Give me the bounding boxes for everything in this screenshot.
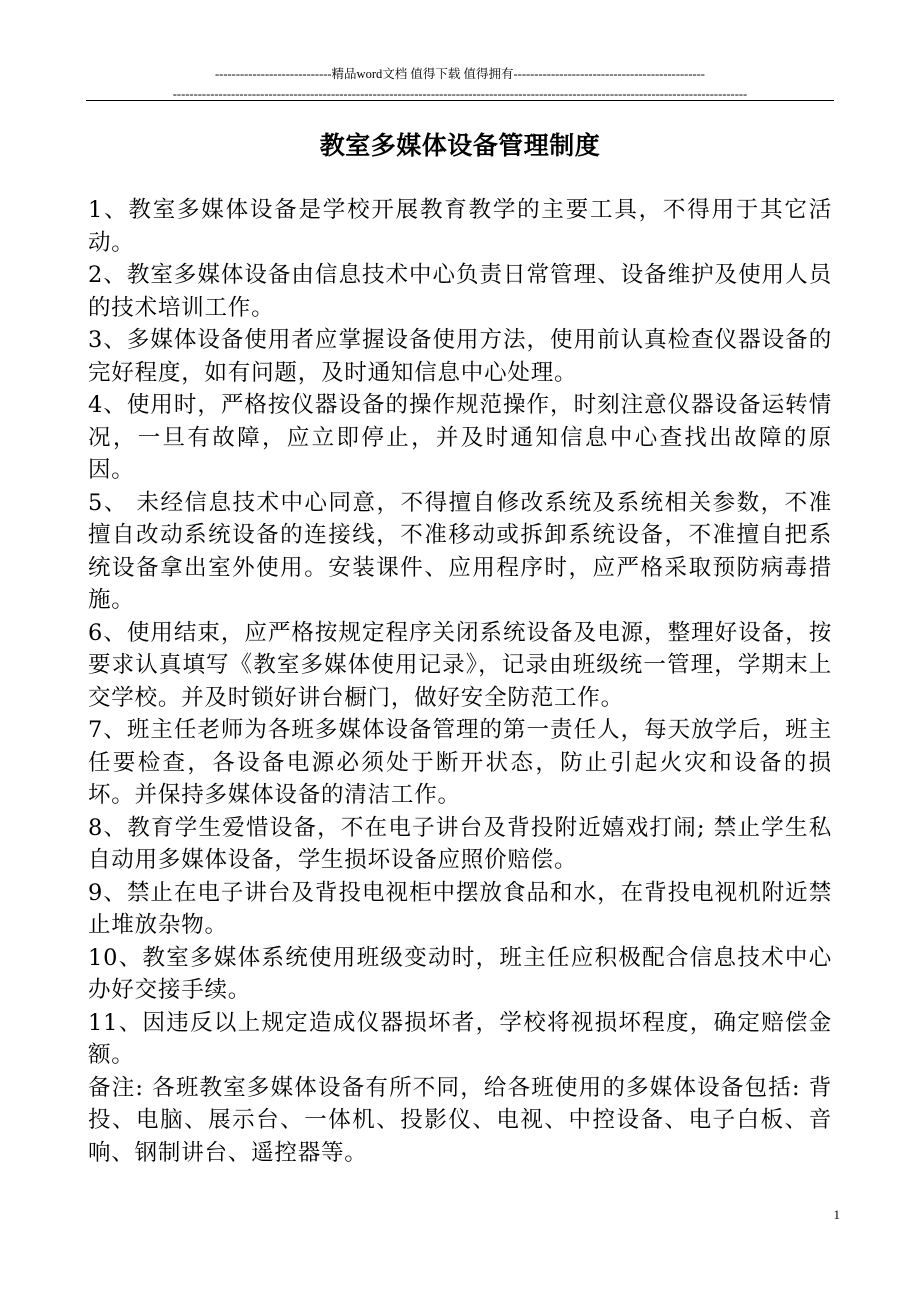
rule-paragraph-8: 8、教育学生爱惜设备，不在电子讲台及背投附近嬉戏打闹; 禁止学生私自动用多媒体设备，学生损坏设备应照价赔偿。 (88, 814, 832, 873)
page-number: 1 (833, 1207, 840, 1222)
header-line-2: ------------------------------------------------------------------------------------------------------------------------------------------ (172, 87, 748, 101)
remarks-paragraph: 备注: 各班教室多媒体设备有所不同，给各班使用的多媒体设备包括: 背投、电脑、展示台、一体机、投影仪、电视、中控设备、电子白板、音响、钢制讲台、遥控器等。 (88, 1074, 832, 1166)
rule-paragraph-10: 10、教室多媒体系统使用班级变动时，班主任应积极配合信息技术中心办好交接手续。 (88, 944, 832, 1003)
rule-paragraph-6: 6、使用结束，应严格按规定程序关闭系统设备及电源，整理好设备，按要求认真填写《教室多媒体使用记录》，记录由班级统一管理，学期末上交学校。并及时锁好讲台橱门，做好安全防范工作。 (88, 619, 832, 711)
page-header (86, 64, 834, 104)
document-title: 教室多媒体设备管理制度 (319, 131, 601, 160)
rule-paragraph-9: 9、禁止在电子讲台及背投电视柜中摆放食品和水，在背投电视机附近禁止堆放杂物。 (88, 879, 832, 938)
rule-paragraph-5: 5、 未经信息技术中心同意，不得擅自修改系统及系统相关参数，不准擅自改动系统设备的连接线，不准移动或拆卸系统设备，不准擅自把系统设备拿出室外使用。安装课件、应用程序时，应严格采取预防病毒措施。 (88, 489, 832, 613)
document-body (88, 194, 832, 1169)
rule-paragraph-11: 11、因违反以上规定造成仪器损坏者，学校将视损坏程度，确定赔偿金额。 (88, 1009, 832, 1068)
rule-paragraph-2: 2、教室多媒体设备由信息技术中心负责日常管理、设备维护及使用人员的技术培训工作。 (88, 262, 832, 321)
header-line-1: ----------------------------精品word文档 值得下载 值得拥有---------------------------------------------- (215, 67, 705, 81)
rule-paragraph-7: 7、班主任老师为各班多媒体设备管理的第一责任人，每天放学后，班主任要检查，各设备电源必须处于断开状态，防止引起火灾和设备的损坏。并保持多媒体设备的清洁工作。 (88, 717, 832, 808)
rule-paragraph-3: 3、多媒体设备使用者应掌握设备使用方法，使用前认真检查仪器设备的完好程度，如有问题，及时通知信息中心处理。 (88, 327, 832, 386)
header-divider (86, 100, 834, 101)
rule-paragraph-1: 1、教室多媒体设备是学校开展教育教学的主要工具，不得用于其它活动。 (88, 197, 832, 256)
rule-paragraph-4: 4、使用时，严格按仪器设备的操作规范操作，时刻注意仪器设备运转情况，一旦有故障，应立即停止，并及时通知信息中心查找出故障的原因。 (88, 392, 832, 483)
